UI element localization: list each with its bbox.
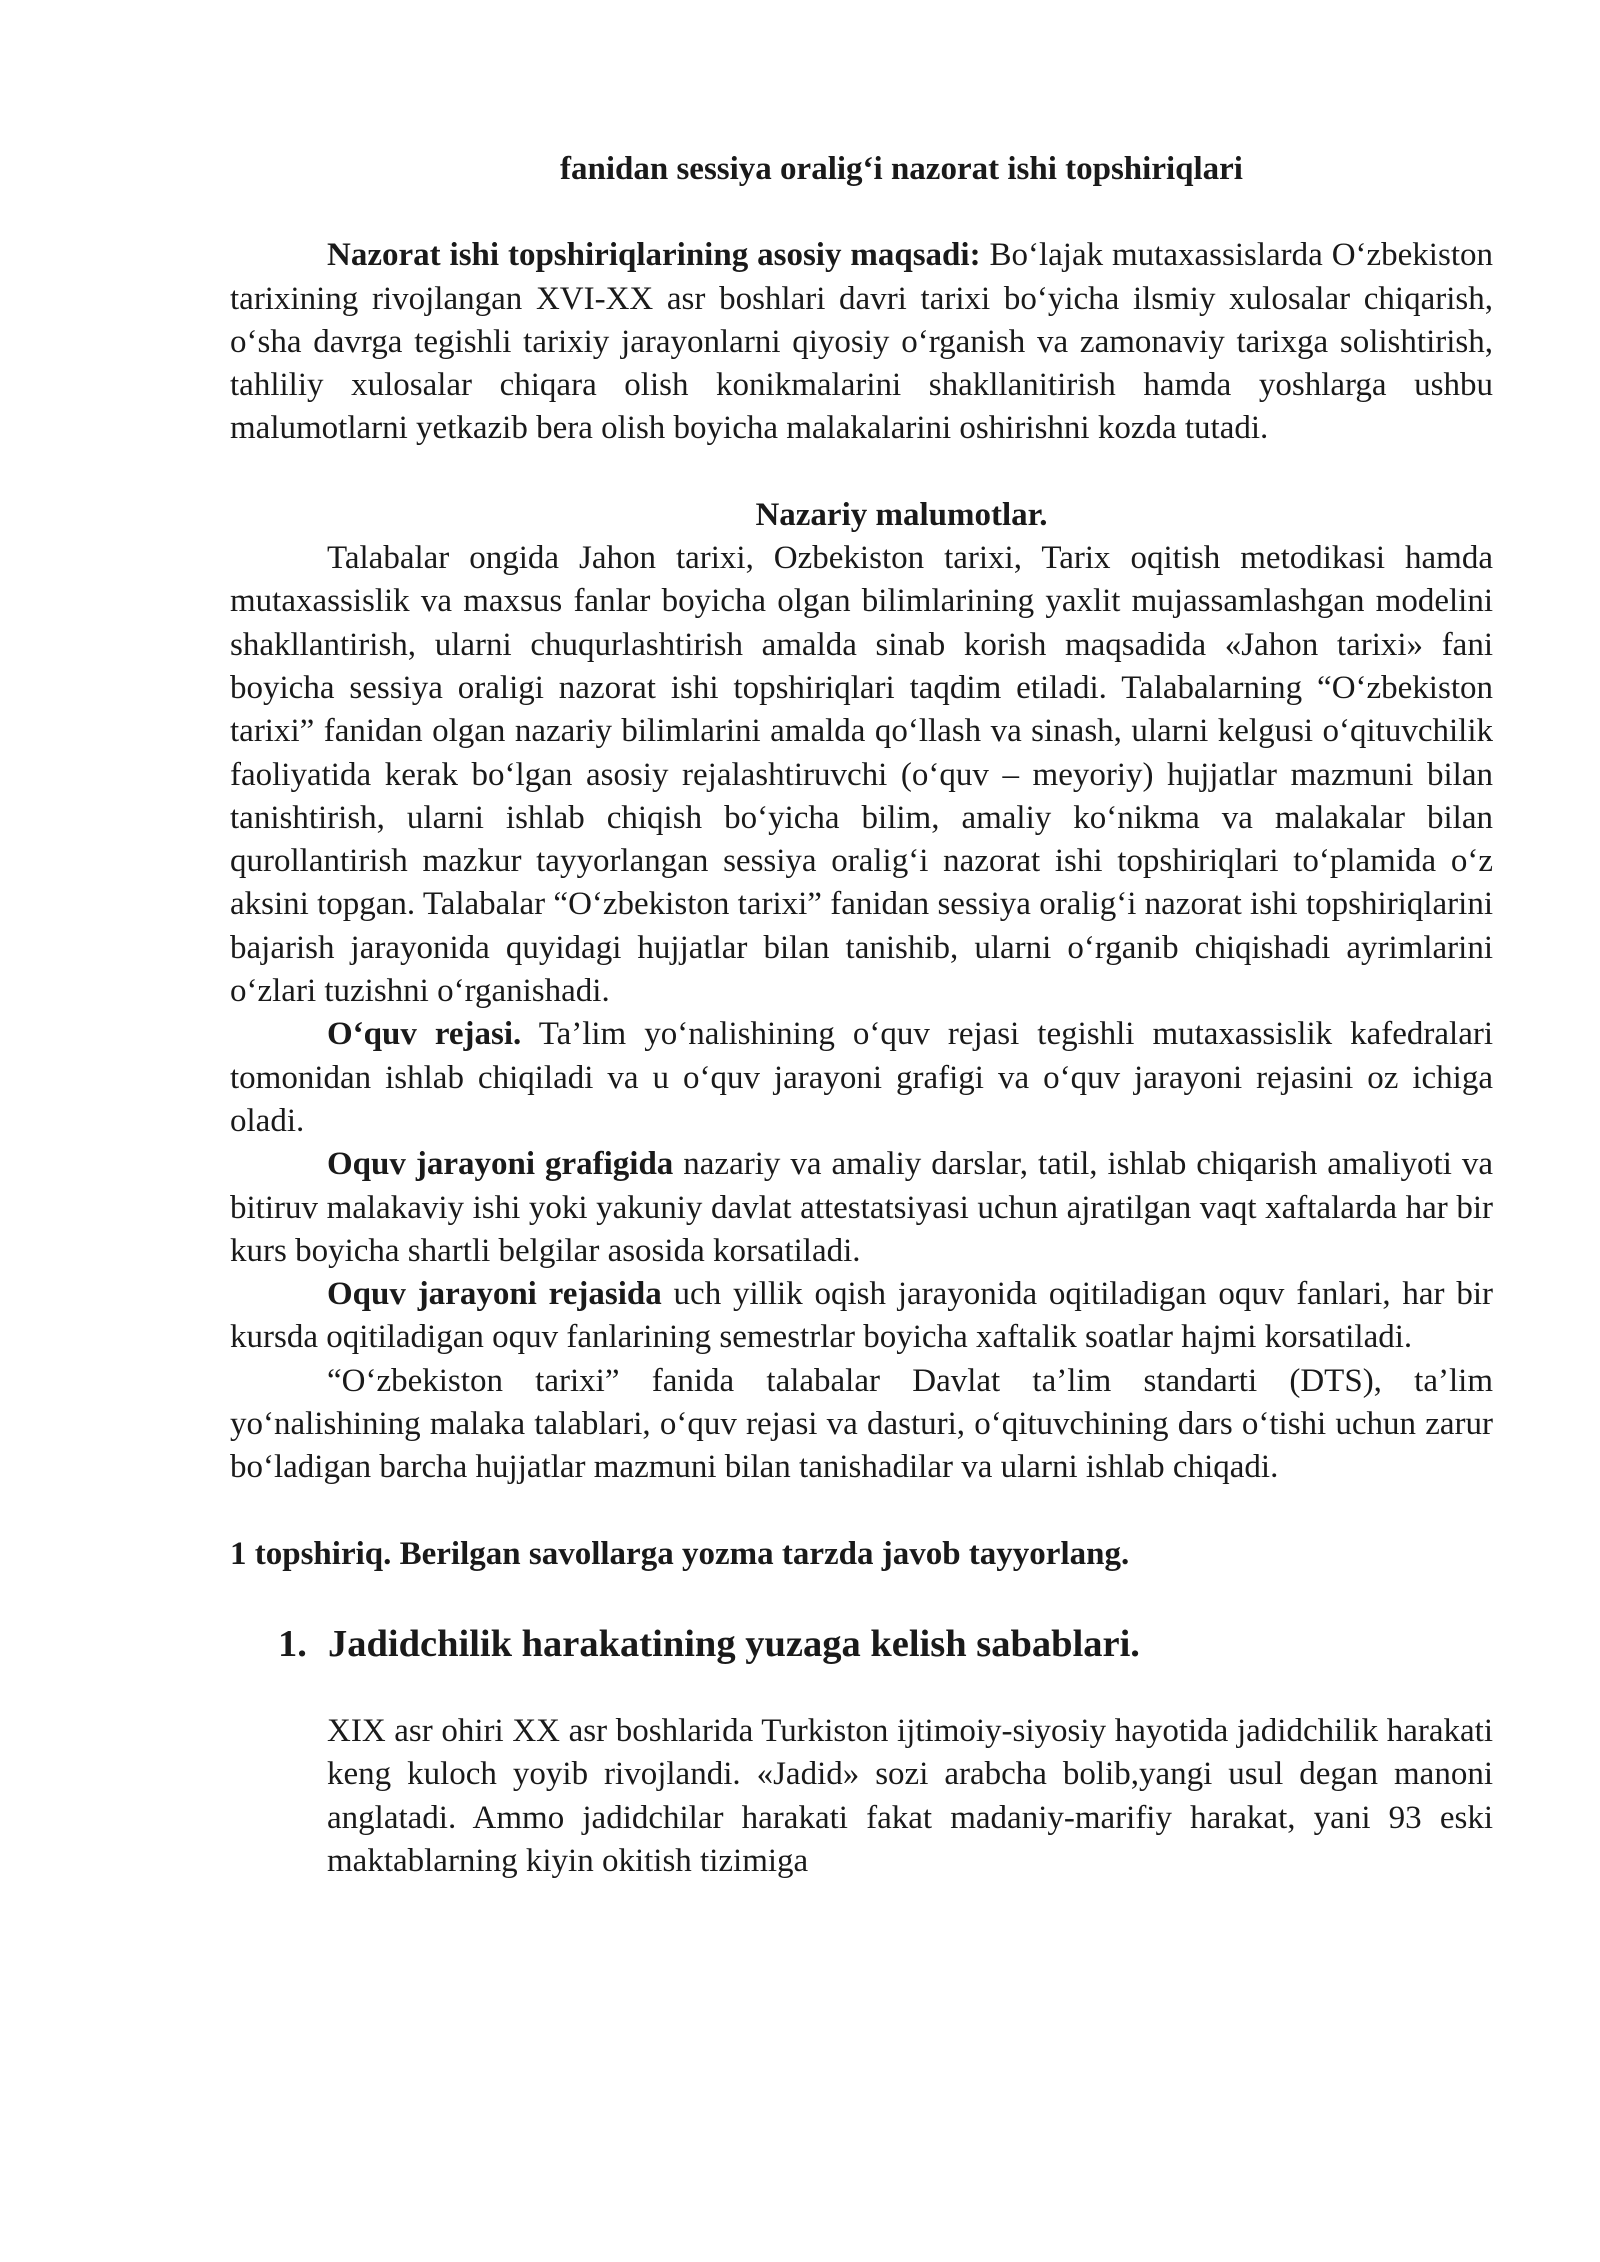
question-number: 1.: [278, 1622, 307, 1665]
plan-text: uch yillik oqish jarayonida oqitiladigan oquv fanlari, har bir kursda oqitiladigan oquv fanlarining semestrlar boyicha xaftalik soatlar hajmi korsatiladi.: [230, 1276, 1493, 1356]
standard-paragraph: “O‘zbekiston tarixi” fanida talabalar Davlat ta’lim standarti (DTS), ta’lim yo‘nalishining malaka talablari, o‘quv rejasi va dasturi, o‘qituvchining dars o‘tishi uchun zarur bo‘ladigan barcha hujjatlar mazmuni bilan tanishadilar va ularni ishlab chiqadi.: [230, 1362, 1493, 1486]
plan-lead: Oquv jarayoni rejasida: [327, 1276, 662, 1313]
answer-paragraph: XIX asr ohiri XX asr boshlarida Turkiston ijtimoiy-siyosiy hayotida jadidchilik harakati keng kuloch yoyib rivojlandi. «Jadid» sozi arabcha bolib,yangi usul degan manoni anglatadi. Ammo jadidchilar harakati fakat madaniy-marifiy harakat, yani 93 eski maktablarning kiyin okitish tizimiga: [327, 1712, 1493, 1879]
curriculum-text: Ta’lim yo‘nalishining o‘quv rejasi tegishli mutaxassislik kafedralari tomonidan ishlab chiqiladi va u o‘quv jarayoni grafigi va o‘quv jarayoni rejasini oz ichiga oladi.: [230, 1016, 1493, 1139]
curriculum-lead: O‘quv rejasi.: [327, 1016, 522, 1053]
curriculum-paragraph: [230, 1013, 1493, 1143]
theory-heading: Nazariy malumotlar.: [755, 496, 1048, 533]
plan-paragraph: [230, 1273, 1493, 1360]
purpose-lead: Nazorat ishi topshiriqlarining asosiy maqsadi:: [327, 237, 981, 274]
schedule-text: nazariy va amaliy darslar, tatil, ishlab chiqarish amaliyoti va bitiruv malakaviy ishi yoki yakuniy davlat attestatsiyasi uchun ajratilgan vaqt xaftalarda har bir kurs boyicha shartli belgilar asosida korsatiladi.: [230, 1146, 1493, 1269]
question-heading: [278, 1622, 1493, 1666]
question-text: Jadidchilik harakatining yuzaga kelish sabablari.: [328, 1622, 1140, 1665]
page-body: [230, 148, 1493, 1883]
schedule-paragraph: [230, 1143, 1493, 1273]
purpose-text: Bo‘lajak mutaxassislarda O‘zbekiston tarixining rivojlangan XVI-XX asr boshlari davri tarixi bo‘yicha ilsmiy xulosalar chiqarish, o‘sha davrga tegishli tarixiy jarayonlarni qiyosiy o‘rganish va zamonaviy tarixga solishtirish, tahliliy xulosalar chiqara olish konikmalarini shakllanitirish hamda yoshlarga ushbu malumotlarni yetkazib bera olish boyicha malakalarini oshirishni kozda tutadi.: [230, 237, 1493, 447]
purpose-paragraph: [230, 234, 1493, 450]
document-title: fanidan sessiya oralig‘i nazorat ishi topshiriqlari: [560, 151, 1243, 187]
theory-paragraph: Talabalar ongida Jahon tarixi, Ozbekiston tarixi, Tarix oqitish metodikasi hamda mutaxassislik va maxsus fanlar boyicha olgan bilimlarining yaxlit mujassamlashgan modelini shakllantirish, ularni chuqurlashtirish amalda sinab korish maqsadida «Jahon tarixi» fani boyicha sessiya oraligi nazorat ishi topshiriqlari taqdim etiladi. Talabalarning “O‘zbekiston tarixi” fanidan olgan nazariy bilimlarini amalda qo‘llash va sinash, ularni kelgusi o‘qituvchilik faoliyatida kerak bo‘lgan asosiy rejalashtiruvchi (o‘quv – meyoriy) hujjatlar mazmuni bilan tanishtirish, ularni ishlab chiqish bo‘yicha bilim, amaliy ko‘nikma va malakalar bilan qurollantirish mazkur tayyorlangan sessiya oralig‘i nazorat ishi topshiriqlari to‘plamida o‘z aksini topgan. Talabalar “O‘zbekiston tarixi” fanidan sessiya oralig‘i nazorat ishi topshiriqlarini bajarish jarayonida quyidagi hujjatlar bilan tanishib, ularni o‘rganib chiqishadi ayrimlarini o‘zlari tuzishni o‘rganishadi.: [230, 540, 1493, 1010]
schedule-lead: Oquv jarayoni grafigida: [327, 1146, 674, 1183]
task-heading: 1 topshiriq. Berilgan savollarga yozma tarzda javob tayyorlang.: [230, 1535, 1130, 1572]
